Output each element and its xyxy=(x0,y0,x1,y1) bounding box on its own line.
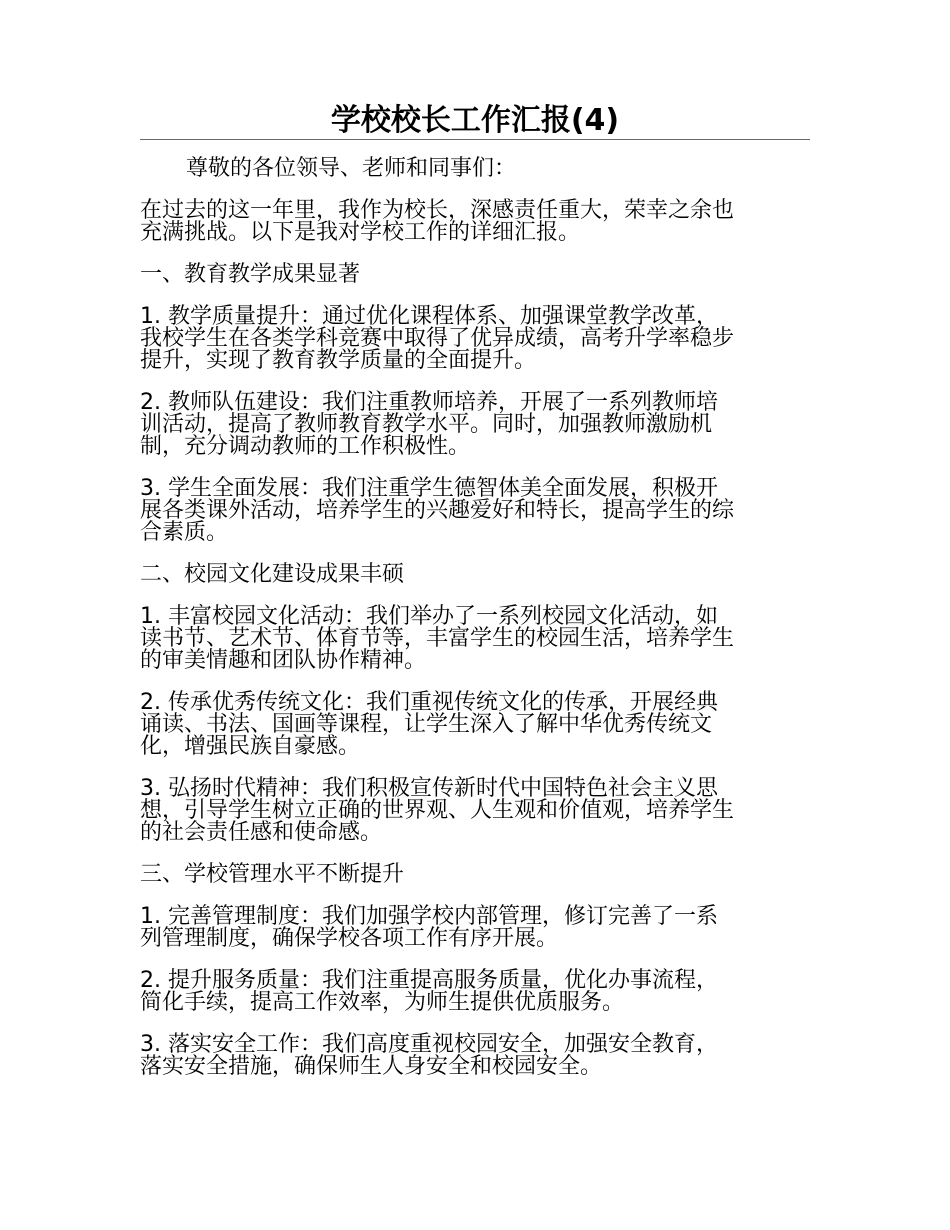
text-line: 3. 学生全面发展：我们注重学生德智体美全面发展，积极开 xyxy=(140,476,718,501)
text-line: 在过去的这一年里，我作为校长，深感责任重大，荣幸之余也 xyxy=(140,198,735,223)
text-line: 提升，实现了教育教学质量的全面提升。 xyxy=(140,348,537,373)
list-item xyxy=(140,778,812,844)
text-line: 列管理制度，确保学校各项工作有序开展。 xyxy=(140,926,559,951)
list-item xyxy=(140,692,812,758)
list-item xyxy=(140,306,812,372)
text-line: 3. 落实安全工作：我们高度重视校园安全，加强安全教育， xyxy=(140,1032,718,1057)
list-item xyxy=(140,478,812,544)
section-heading: 三、学校管理水平不断提升 xyxy=(140,862,405,887)
text-line: 诵读、书法、国画等课程，让学生深入了解中华优秀传统文 xyxy=(140,712,713,737)
text-line: 1. 丰富校园文化活动：我们举办了一系列校园文化活动，如 xyxy=(140,604,718,629)
list-item xyxy=(140,1034,812,1078)
title-underline xyxy=(140,139,810,140)
section-heading: 一、教育教学成果显著 xyxy=(140,262,361,287)
document-title: 学校校长工作汇报(4) xyxy=(330,103,620,138)
text-line: 落实安全措施，确保师生人身安全和校园安全。 xyxy=(140,1054,603,1079)
list-item xyxy=(140,392,812,458)
text-line: 合素质。 xyxy=(140,520,229,545)
text-line: 读书节、艺术节、体育节等，丰富学生的校园生活，培养学生 xyxy=(140,626,735,651)
text-line: 化，增强民族自豪感。 xyxy=(140,734,361,759)
text-line: 的社会责任感和使命感。 xyxy=(140,820,383,845)
text-line: 想，引导学生树立正确的世界观、人生观和价值观，培养学生 xyxy=(140,798,735,823)
text-line: 的审美情趣和团队协作精神。 xyxy=(140,648,427,673)
list-item xyxy=(140,970,812,1014)
intro-paragraph xyxy=(140,200,812,244)
text-line: 2. 提升服务质量：我们注重提高服务质量，优化办事流程， xyxy=(140,968,718,993)
text-line: 2. 传承优秀传统文化：我们重视传统文化的传承，开展经典 xyxy=(140,690,718,715)
list-item xyxy=(140,906,812,950)
salutation: 尊敬的各位领导、老师和同事们： xyxy=(186,156,517,181)
text-line: 1. 教学质量提升：通过优化课程体系、加强课堂教学改革， xyxy=(140,304,718,329)
text-line: 简化手续，提高工作效率，为师生提供优质服务。 xyxy=(140,990,625,1015)
text-line: 我校学生在各类学科竞赛中取得了优异成绩，高考升学率稳步 xyxy=(140,326,735,351)
text-line: 训活动，提高了教师教育教学水平。同时，加强教师激励机 xyxy=(140,412,713,437)
text-line: 1. 完善管理制度：我们加强学校内部管理，修订完善了一系 xyxy=(140,904,718,929)
text-line: 展各类课外活动，培养学生的兴趣爱好和特长，提高学生的综 xyxy=(140,498,735,523)
section-heading: 二、校园文化建设成果丰硕 xyxy=(140,562,405,587)
text-line: 3. 弘扬时代精神：我们积极宣传新时代中国特色社会主义思 xyxy=(140,776,718,801)
list-item xyxy=(140,606,812,672)
text-line: 制，充分调动教师的工作积极性。 xyxy=(140,434,471,459)
document-body xyxy=(140,158,812,1098)
text-line: 充满挑战。以下是我对学校工作的详细汇报。 xyxy=(140,220,581,245)
text-line: 2. 教师队伍建设：我们注重教师培养，开展了一系列教师培 xyxy=(140,390,718,415)
